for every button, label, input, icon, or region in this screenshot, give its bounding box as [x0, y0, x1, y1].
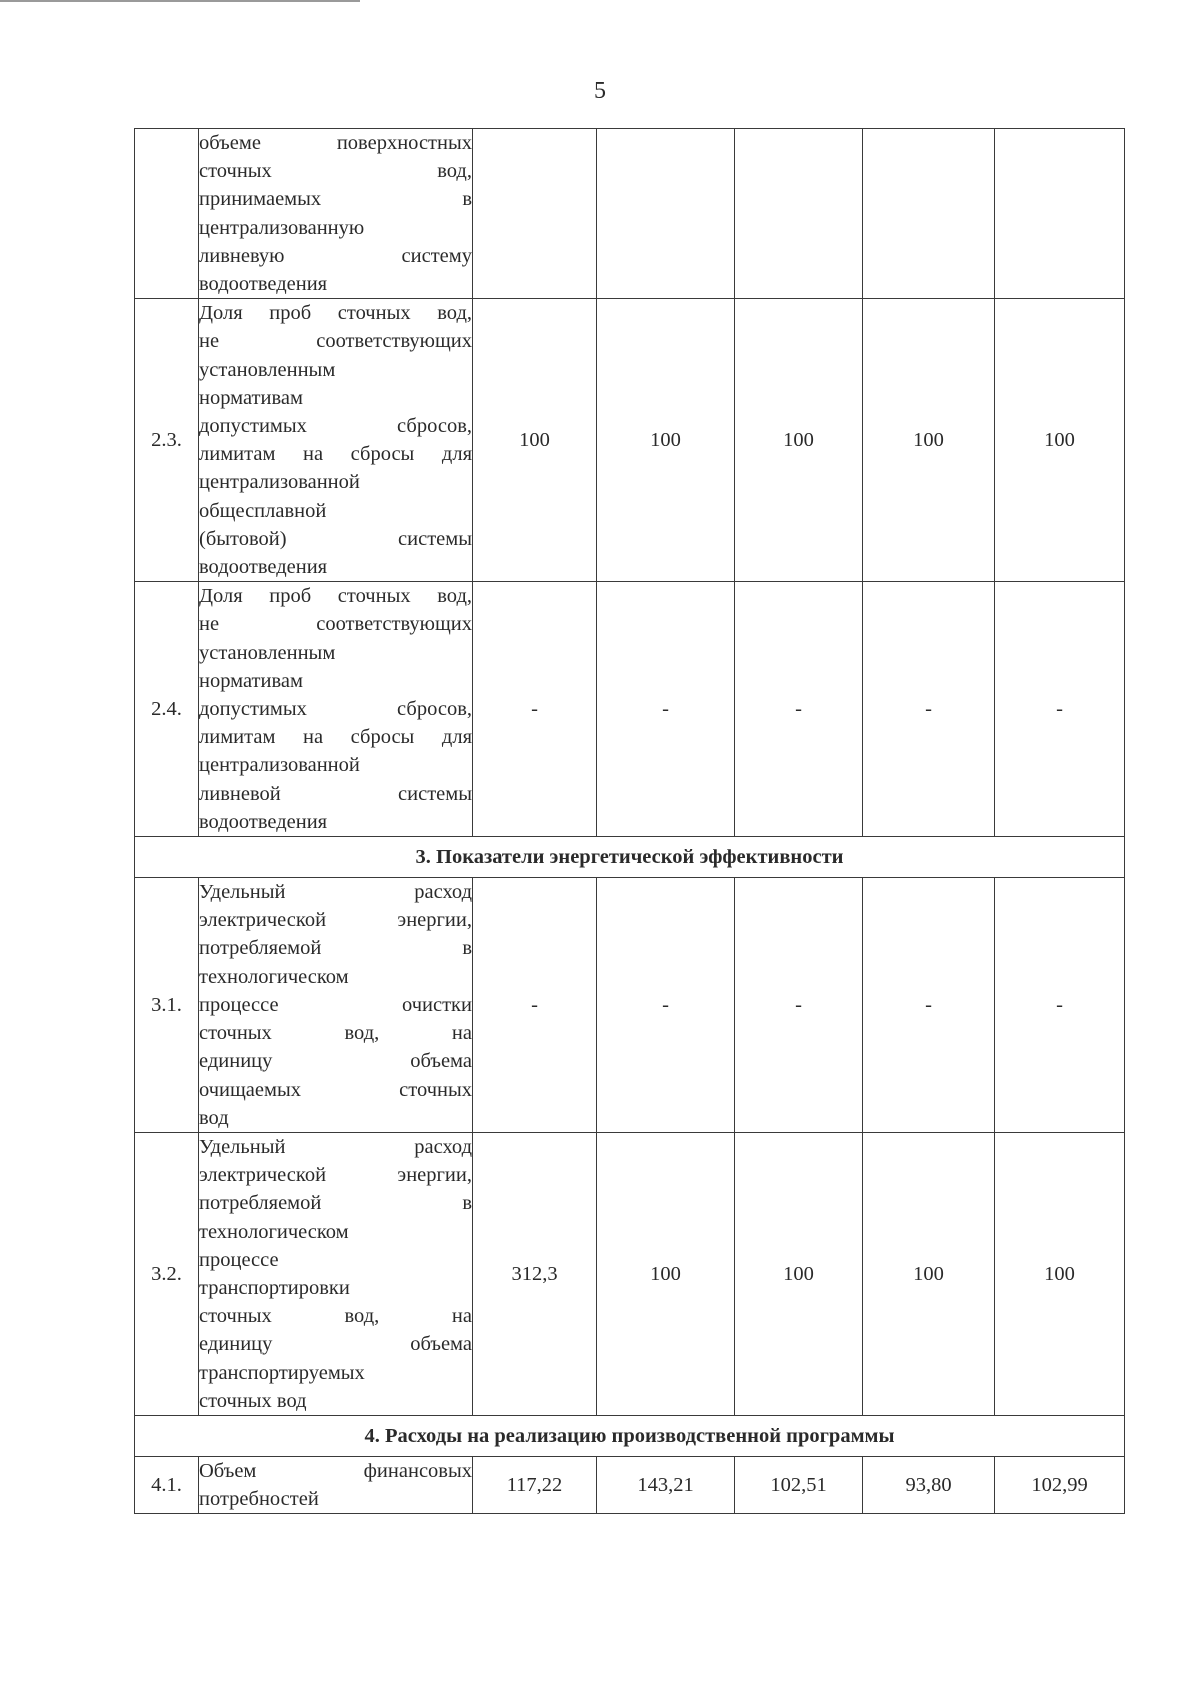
description-line: Удельный расход — [199, 881, 472, 904]
description-line: не соответствующих — [199, 613, 472, 636]
description-line: объеме поверхностных — [199, 132, 472, 154]
value-cell: 100 — [597, 1132, 735, 1415]
description-line: очищаемых сточных — [199, 1078, 472, 1101]
description-line: Объем финансовых — [199, 1459, 472, 1482]
value-cell: 100 — [863, 299, 995, 582]
row-number — [135, 129, 199, 299]
description-line: централизованной — [199, 754, 360, 777]
description-line: (бытовой) системы — [199, 527, 472, 550]
description-line: централизованную — [199, 216, 365, 239]
row-number: 3.2. — [135, 1132, 199, 1415]
indicator-description — [199, 299, 473, 582]
description-line: ливневую систему — [199, 244, 472, 267]
value-cell — [735, 129, 863, 299]
value-cell: - — [995, 878, 1125, 1133]
scan-edge-line — [0, 0, 360, 2]
description-line: Удельный расход — [199, 1135, 472, 1158]
indicator-description — [199, 582, 473, 837]
value-cell: - — [863, 878, 995, 1133]
value-cell: - — [735, 878, 863, 1133]
description-line: потребностей — [199, 1488, 319, 1511]
description-line: допустимых сбросов, — [199, 415, 472, 438]
indicator-description — [199, 1132, 473, 1415]
description-line: транспортируемых — [199, 1361, 365, 1384]
description-line: технологическом — [199, 1220, 349, 1243]
description-line: электрической энергии, — [199, 909, 472, 932]
value-cell: 117,22 — [473, 1456, 597, 1513]
description-line: сточных вод — [199, 1389, 307, 1412]
value-cell: 100 — [735, 1132, 863, 1415]
description-line: принимаемых в — [199, 188, 472, 211]
description-line: установленным — [199, 641, 336, 664]
description-line: процессе очистки — [199, 993, 472, 1016]
value-cell: 102,99 — [995, 1456, 1125, 1513]
description-line: сточных вод, на — [199, 1022, 472, 1045]
table-row — [135, 878, 1125, 1133]
row-number: 4.1. — [135, 1456, 199, 1513]
value-cell: 93,80 — [863, 1456, 995, 1513]
description-line: нормативам — [199, 386, 303, 409]
indicator-description — [199, 878, 473, 1133]
value-cell: 100 — [995, 299, 1125, 582]
section-row — [135, 837, 1125, 878]
indicator-description — [199, 1456, 473, 1513]
description-line: ливневой системы — [199, 782, 472, 805]
value-cell — [597, 129, 735, 299]
description-line: нормативам — [199, 669, 303, 692]
value-cell: 143,21 — [597, 1456, 735, 1513]
description-line: не соответствующих — [199, 330, 472, 353]
description-line: электрической энергии, — [199, 1164, 472, 1187]
value-cell: 100 — [735, 299, 863, 582]
indicator-description — [199, 129, 473, 299]
value-cell — [995, 129, 1125, 299]
row-number: 2.3. — [135, 299, 199, 582]
description-line: Доля проб сточных вод, — [199, 585, 472, 608]
section-title: 3. Показатели энергетической эффективности — [135, 837, 1125, 878]
description-line: централизованной — [199, 471, 360, 494]
value-cell: 100 — [995, 1132, 1125, 1415]
description-line: транспортировки — [199, 1276, 350, 1299]
value-cell: - — [473, 878, 597, 1133]
row-number: 3.1. — [135, 878, 199, 1133]
table-row — [135, 299, 1125, 582]
description-line: лимитам на сбросы для — [199, 443, 472, 466]
value-cell: - — [863, 582, 995, 837]
table-row — [135, 582, 1125, 837]
value-cell — [473, 129, 597, 299]
description-line: водоотведения — [199, 556, 328, 579]
description-line: Доля проб сточных вод, — [199, 302, 472, 325]
value-cell: 102,51 — [735, 1456, 863, 1513]
table-row — [135, 1456, 1125, 1513]
value-cell: - — [995, 582, 1125, 837]
indicators-table — [134, 128, 1125, 1514]
value-cell: - — [473, 582, 597, 837]
value-cell: - — [735, 582, 863, 837]
description-line: процессе — [199, 1248, 279, 1271]
description-line: лимитам на сбросы для — [199, 726, 472, 749]
description-line: водоотведения — [199, 810, 328, 833]
description-line: установленным — [199, 358, 336, 381]
description-line: сточных вод, — [199, 160, 472, 183]
description-line: единицу объема — [199, 1050, 472, 1073]
description-line: водоотведения — [199, 273, 328, 296]
section-row — [135, 1415, 1125, 1456]
row-number: 2.4. — [135, 582, 199, 837]
description-line: вод — [199, 1106, 229, 1129]
value-cell: 100 — [597, 299, 735, 582]
value-cell: - — [597, 582, 735, 837]
description-line: потребляемой в — [199, 937, 472, 960]
table-row — [135, 129, 1125, 299]
description-line: сточных вод, на — [199, 1305, 472, 1328]
value-cell — [863, 129, 995, 299]
value-cell: - — [597, 878, 735, 1133]
page-number: 5 — [594, 78, 606, 104]
description-line: единицу объема — [199, 1333, 472, 1356]
value-cell: 100 — [863, 1132, 995, 1415]
description-line: общесплавной — [199, 499, 327, 522]
table-row — [135, 1132, 1125, 1415]
value-cell: 312,3 — [473, 1132, 597, 1415]
value-cell: 100 — [473, 299, 597, 582]
description-line: потребляемой в — [199, 1192, 472, 1215]
description-line: допустимых сбросов, — [199, 698, 472, 721]
section-title: 4. Расходы на реализацию производственной программы — [135, 1415, 1125, 1456]
description-line: технологическом — [199, 965, 349, 988]
